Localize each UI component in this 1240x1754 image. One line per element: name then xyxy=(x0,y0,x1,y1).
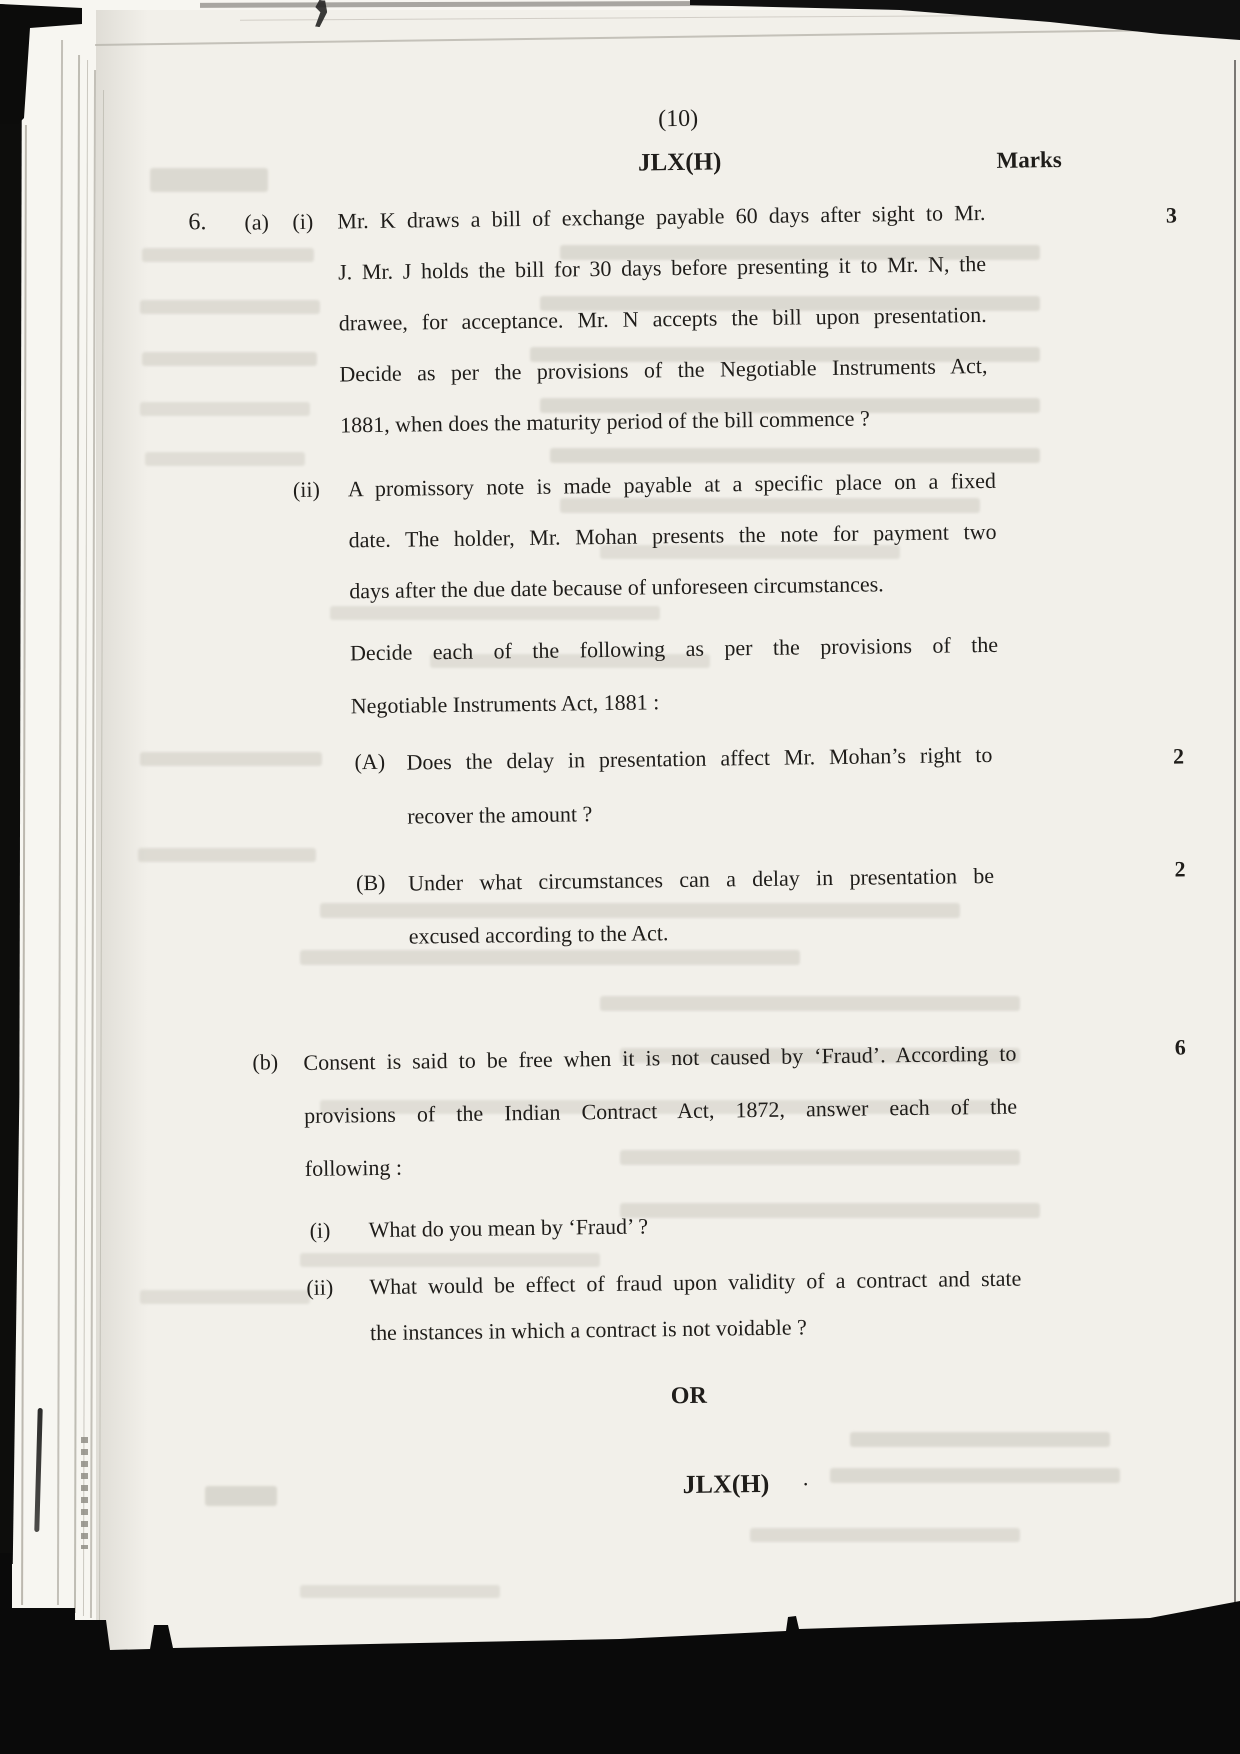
text-line: What would be effect of fraud upon validity of a contract and state xyxy=(369,1265,1022,1300)
footer-dot: · xyxy=(801,1471,810,1497)
text-line: Negotiable Instruments Act, 1881 : xyxy=(350,689,660,719)
item-ii-paragraph-1 xyxy=(348,455,998,616)
text-line: Mr. K draws a bill of exchange payable 60 days after sight to Mr. xyxy=(337,199,986,234)
text-line: provisions of the Indian Contract Act, 1872, answer each of the xyxy=(303,1093,1018,1128)
text-line: Does the delay in presentation affect Mr. Mohan’s right to xyxy=(406,741,993,775)
text-line: date. The holder, Mr. Mohan presents the note for payment two xyxy=(348,518,997,553)
part-b-intro xyxy=(303,1027,1018,1195)
text-line: following : xyxy=(304,1154,403,1181)
sub-b-text xyxy=(408,849,995,963)
text-line: Consent is said to be free when it is not caused by ‘Fraud’. According to xyxy=(303,1040,1017,1075)
part-a-label: (a) xyxy=(244,209,270,235)
text-line: Decide each of the following as per the provisions of the xyxy=(349,631,999,666)
or-separator: OR xyxy=(670,1382,708,1410)
text-line: the instances in which a contract is not voidable ? xyxy=(369,1314,807,1346)
item-ii-paragraph-2 xyxy=(350,618,999,732)
text-line: drawee, for acceptance. Mr. N accepts the bill upon presentation. xyxy=(338,301,987,336)
sub-a-label: (A) xyxy=(354,748,386,775)
text-line: 1881, when does the maturity period of the bill commence ? xyxy=(339,405,870,438)
part-b-item-ii-text xyxy=(369,1256,1022,1357)
text-line: recover the amount ? xyxy=(407,801,593,829)
sub-b-marks: 2 xyxy=(1174,856,1186,882)
question-number: 6. xyxy=(188,209,207,236)
text-line: Under what circumstances can a delay in presentation be xyxy=(407,862,995,896)
item-i-text xyxy=(337,187,988,450)
paper-code-footer: JLX(H) xyxy=(682,1468,770,1500)
part-b-item-ii-label: (ii) xyxy=(306,1274,334,1300)
text-line: days after the due date because of unforeseen circumstances. xyxy=(349,571,884,604)
text-line: Decide as per the provisions of the Negotiable Instruments Act, xyxy=(339,352,988,387)
part-b-label: (b) xyxy=(252,1049,279,1075)
part-b-item-i-text: What do you mean by ‘Fraud’ ? xyxy=(368,1213,649,1243)
sub-a-text xyxy=(406,728,993,844)
text-line: J. Mr. J holds the bill for 30 days before presenting it to Mr. N, the xyxy=(337,250,987,285)
sub-a-marks: 2 xyxy=(1172,743,1185,769)
marks-column-label: Marks xyxy=(996,146,1062,173)
item-i-marks: 3 xyxy=(1165,202,1178,228)
text-line: A promissory note is made payable at a specific place on a fixed xyxy=(347,467,997,502)
text-line: excused according to the Act. xyxy=(408,920,669,949)
paper-code-header: JLX(H) xyxy=(637,148,722,177)
sub-b-label: (B) xyxy=(355,869,386,896)
item-i-label: (i) xyxy=(292,208,314,235)
item-ii-label: (ii) xyxy=(292,476,320,503)
page-number: (10) xyxy=(657,105,699,133)
part-b-item-i-label: (i) xyxy=(309,1217,331,1243)
part-b-marks: 6 xyxy=(1174,1034,1186,1060)
